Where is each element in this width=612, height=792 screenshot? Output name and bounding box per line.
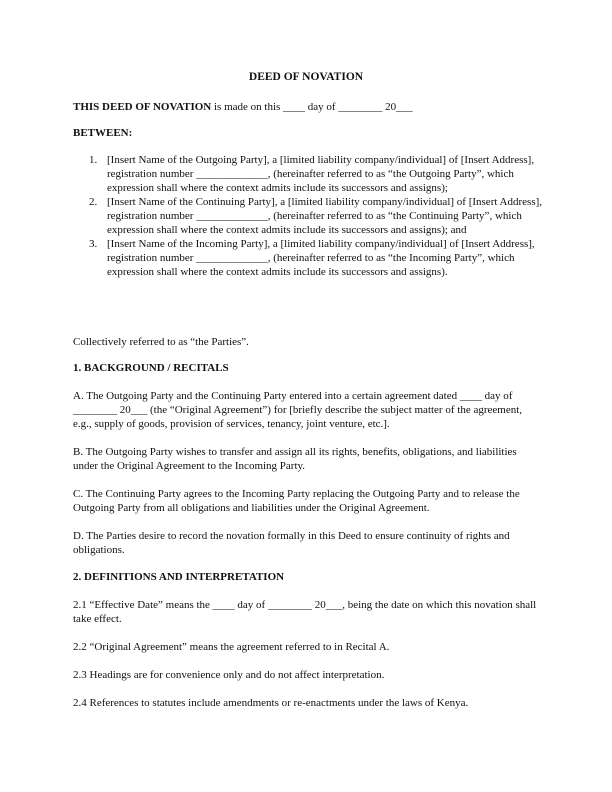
party-text: [Insert Name of the Outgoing Party], a [limited liability company/individual] of [Insert Address], registration number _____________, (hereinafter referred to as “the Outgoing Party”, which expression shall where the context admits include its successors and assigns); xyxy=(107,154,535,194)
party-item xyxy=(73,195,543,237)
parties-list xyxy=(73,153,543,279)
section-2-heading: 2. DEFINITIONS AND INTERPRETATION xyxy=(73,571,285,583)
section-1-heading: 1. BACKGROUND / RECITALS xyxy=(73,362,229,374)
intro-bold: THIS DEED OF NOVATION xyxy=(73,101,212,113)
clause-2-3: 2.3 Headings are for convenience only and do not affect interpretation. xyxy=(73,669,385,681)
document-title: DEED OF NOVATION xyxy=(248,71,364,83)
clause-2-1: 2.1 “Effective Date” means the ____ day of ________ 20___, being the date on which this novation shall take effect. xyxy=(73,599,537,625)
recital-c: C. The Continuing Party agrees to the Incoming Party replacing the Outgoing Party and to release the Outgoing Party from all obligations and liabilities under the Original Agreement. xyxy=(73,488,520,514)
party-text: [Insert Name of the Continuing Party], a [limited liability company/individual] of [Insert Address], registration number _____________, (hereinafter referred to as “the Continuing Party”, which expression shall where the context admits include its successors and assigns); and xyxy=(107,196,543,236)
party-item xyxy=(73,153,543,195)
recital-d: D. The Parties desire to record the novation formally in this Deed to ensure continuity of rights and obligations. xyxy=(73,530,510,556)
collectively-text: Collectively referred to as “the Parties”. xyxy=(73,336,249,348)
party-text: [Insert Name of the Incoming Party], a [limited liability company/individual] of [Insert Address], registration number _____________, (hereinafter referred to as “the Incoming Party”, which expression shall where the context admits include its successors and assigns). xyxy=(107,238,535,278)
intro-paragraph xyxy=(73,100,543,114)
party-item xyxy=(73,237,543,279)
between-label: BETWEEN: xyxy=(73,127,133,139)
clause-2-2: 2.2 “Original Agreement” means the agreement referred to in Recital A. xyxy=(73,641,390,653)
party-number: 3. xyxy=(89,238,98,250)
recital-a: A. The Outgoing Party and the Continuing Party entered into a certain agreement dated ____ day of ________ 20___ (the “Original Agreement”) for [briefly describe the subject matter of the agreement, e.g., supply of goods, provision of services, tenancy, joint venture, etc.]. xyxy=(73,390,523,430)
party-number: 2. xyxy=(89,196,98,208)
party-number: 1. xyxy=(89,154,98,166)
recital-b: B. The Outgoing Party wishes to transfer and assign all its rights, benefits, obligations, and liabilities under the Original Agreement to the Incoming Party. xyxy=(73,446,517,472)
intro-text: is made on this ____ day of ________ 20___ xyxy=(211,101,413,113)
clause-2-4: 2.4 References to statutes include amendments or re-enactments under the laws of Kenya. xyxy=(73,697,469,709)
